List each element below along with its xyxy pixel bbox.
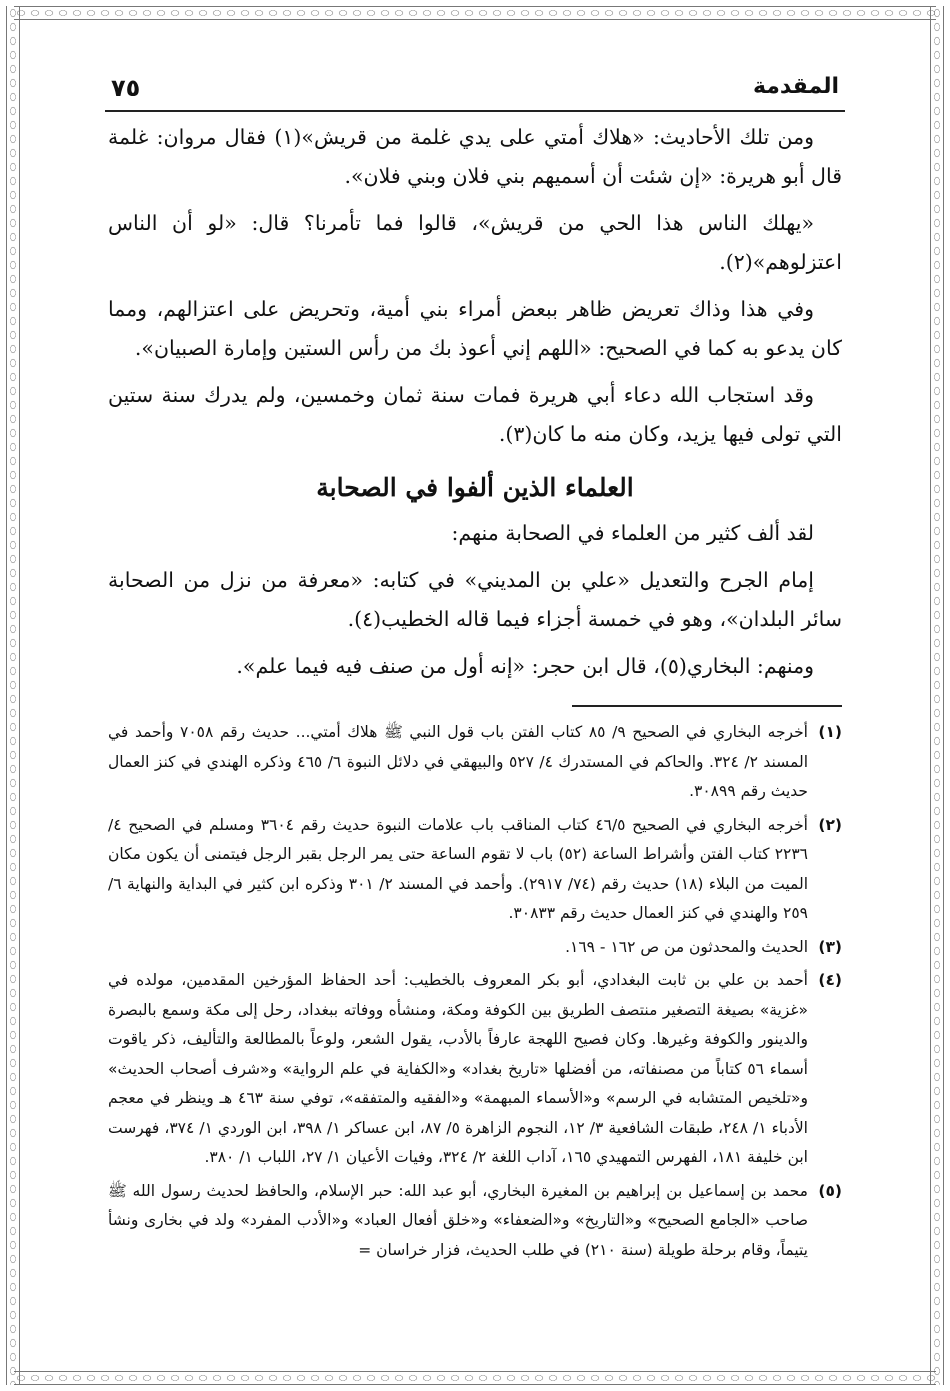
footnote-number: (٤) [818, 971, 842, 989]
decorative-border-right [930, 6, 944, 1385]
running-title: المقدمة [752, 74, 839, 99]
footnote-number: (١) [818, 723, 842, 741]
section-heading: العلماء الذين ألفوا في الصحابة [316, 473, 634, 502]
footnote-text: أخرجه البخاري في الصحيح ٤٦/٥ كتاب المناقب باب علامات النبوة حديث رقم ٣٦٠٤ ومسلم في الصحيح ٤/ ٢٢٣٦ كتاب الفتن وأشراط الساعة (٥٢) باب لا تقوم الساعة حتى يمر الرجل بقبر الرجل فيتمنى أن يكون مكان الميت من البلاء (١٨) حديث رقم (٧٤/ ٢٩١٧). وأحمد في المسند ٢/ ٣٠١ وذكره ابن كثير في البداية والنهاية ٦/ ٢٥٩ والهندي في كنز العمال حديث رقم ٣٠٨٣٣. [108, 815, 809, 922]
footnote [108, 811, 842, 929]
main-text [108, 118, 842, 694]
footnote-text: محمد بن إسماعيل بن إبراهيم بن المغيرة البخاري، أبو عبد الله: حبر الإسلام، والحافظ لحديث رسول الله ﷺ صاحب «الجامع الصحيح» و«التاريخ» و«الضعفاء» و«خلق أفعال العباد» و«الأدب المفرد» ولد في بخارى ونشأ يتيماً، وقام برحلة طويلة (سنة ٢١٠) في طلب الحديث، فزار خراسان = [108, 1181, 808, 1259]
footnote [108, 1177, 842, 1266]
page-number: ٧٥ [111, 74, 141, 102]
paragraph: ومنهم: البخاري(٥)، قال ابن حجر: «إنه أول من صنف فيه فيما علم». [236, 654, 814, 678]
footnote [108, 966, 842, 1173]
paragraph: إمام الجرح والتعديل «علي بن المديني» في كتابه: «معرفة من نزل من الصحابة سائر البلدان»، وهو في خمسة أجزاء فيما قاله الخطيب(٤). [108, 568, 842, 631]
footnote-number: (٥) [818, 1181, 842, 1200]
page-header [105, 70, 845, 112]
paragraph: «يهلك الناس هذا الحي من قريش»، قالوا فما تأمرنا؟ قال: «لو أن الناس اعتزلوهم»(٢). [108, 211, 842, 274]
footnote-number: (٣) [818, 937, 842, 956]
paragraph: ومن تلك الأحاديث: «هلاك أمتي على يدي غلمة من قريش»(١) فقال مروان: غلمة قال أبو هريرة: «إن شئت أن أسميهم بني فلان وبني فلان». [108, 125, 842, 188]
footnote-text: أخرجه البخاري في الصحيح ٩/ ٨٥ كتاب الفتن باب قول النبي ﷺ هلاك أمتي... حديث رقم ٧٠٥٨ وأحمد في المسند ٢/ ٣٢٤. والحاكم في المستدرك ٤/ ٥٢٧ والبيهقي في دلائل النبوة ٦/ ٤٦٥ وذكره الهندي في كنز العمال حديث رقم ٣٠٨٩٩. [108, 723, 808, 800]
decorative-border-left [6, 6, 20, 1385]
decorative-border-bottom [14, 1371, 936, 1385]
footnote [108, 933, 842, 963]
paragraph: وقد استجاب الله دعاء أبي هريرة فمات سنة ثمان وخمسين، ولم يدرك سنة ستين التي تولى فيها يزيد، وكان منه ما كان(٣). [108, 383, 842, 446]
footnote-divider [572, 705, 842, 707]
footnote-number: (٢) [818, 815, 842, 834]
footnote-text: أحمد بن علي بن ثابت البغدادي، أبو بكر المعروف بالخطيب: أحد الحفاظ المؤرخين المقدمين، مولده في «غزية» بصيغة التصغير منتصف الطريق بين الكوفة ومكة، ومنشأه ووفاته ببغداد، رحل إلى مكة وسمع بالبصرة والدينور والكوفة وغيرها. وكان فصيح اللهجة عارفاً بالأدب، يقول الشعر، ولوعاً بالمطالعة والتأليف، ذكر ياقوت أسماء ٥٦ كتاباً من مصنفاته، من أفضلها «تاريخ بغداد» و«الكفاية في علم الرواية» و«شرف أصحاب الحديث» و«تلخيص المتشابه في الرسم» و«الأسماء المبهمة» و«الفقيه والمتفقه»، توفي سنة ٤٦٣ هـ وينظر في معجم الأدباء ١/ ٢٤٨، طبقات الشافعية ٣/ ١٢، النجوم الزاهرة ٥/ ٨٧، ابن عساكر ١/ ٣٩٨، ابن الوردي ١/ ٣٧٤، فهرست ابن خليفة ١٨١، الفهرس التمهيدي ١٦٥، آداب اللغة ٢/ ٣٢٤، وفيات الأعيان ١/ ٢٧، اللباب ١/ ٣٨٠. [108, 971, 808, 1166]
paragraph: وفي هذا وذاك تعريض ظاهر ببعض أمراء بني أمية، وتحريض على اعتزالهم، ومما كان يدعو به كما في الصحيح: «اللهم إني أعوذ بك من رأس الستين وإمارة الصبيان». [108, 297, 842, 360]
footnote [108, 718, 842, 807]
paragraph: لقد ألف كثير من العلماء في الصحابة منهم: [451, 521, 814, 545]
decorative-border-top [14, 6, 936, 20]
footnote-text: الحديث والمحدثون من ص ١٦٢ - ١٦٩. [565, 937, 808, 956]
footnotes [108, 718, 842, 1269]
